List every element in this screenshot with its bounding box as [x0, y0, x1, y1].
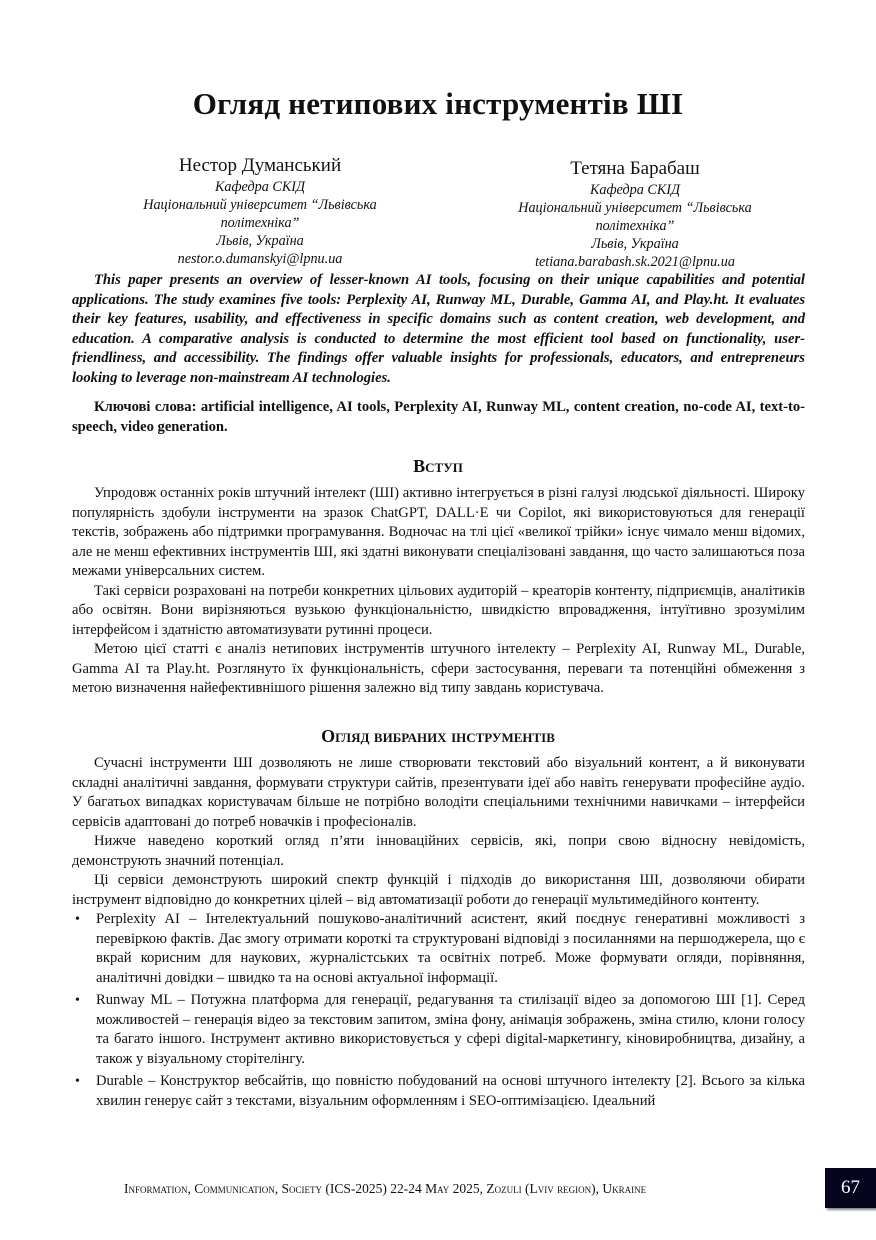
section-introduction-body — [72, 484, 805, 699]
paragraph: Метою цієї статті є аналіз нетипових інструментів штучного інтелекту – Perplexity AI, Runway ML, Durable, Gamma AI та Play.ht. Розглянуто їх функціональність, сфери застосування, переваги та потенційні обмеження з метою визначення найефективнішого рішення залежно від типу завдань користувача. — [72, 641, 805, 696]
author-location: Львів, Україна — [216, 233, 304, 249]
paragraph: Сучасні інструменти ШІ дозволяють не лише створювати текстовий або візуальний контент, а й виконувати складні аналітичні завдання, формувати структури сайтів, презентувати ідеї або навіть генерувати професійне аудіо. У багатьох випадках користувачам більше не потрібно володіти спеціальними технічними навичками – інтерфейси сервісів адаптовані до потреб новачків і професіоналів. — [72, 755, 805, 830]
list-item — [72, 991, 805, 1069]
paragraph: Ці сервіси демонструють широкий спектр функцій і підходів до використання ШІ, дозволяючи обирати інструмент відповідно до конкретних цілей – від автоматизації роботи до генерації мультимедійного контенту. — [72, 872, 805, 908]
abstract: This paper presents an overview of lesser-known AI tools, focusing on their unique capabilities and potential applications. The study examines five tools: Perplexity AI, Runway ML, Durable, Gamma AI, and Play.ht. It evaluates their key features, usability, and effectiveness in specific domains such as content creation, web development, and education. A comparative analysis is conducted to determine the most efficient tool based on functionality, user-friendliness, and accessibility. The findings offer valuable insights for professionals, educators, and entrepreneurs looking to leverage non-mainstream AI technologies. — [72, 272, 805, 386]
keywords-label: Ключові слова: — [94, 399, 197, 415]
list-item — [72, 910, 805, 988]
keywords — [72, 398, 805, 437]
list-item-text: Runway ML – Потужна платформа для генерації, редагування та стилізації відео за допомогою ШІ [1]. Серед можливостей – генерація відео за текстовим запитом, зміна фону, анімація зображень, зміна стилю, клони голосу та багато іншого. Інструмент активно використовується у сфері digital-маркетингу, кіновиробництва, дизайну, а також у візуальному сторітелінгу. — [96, 992, 805, 1067]
author-university: Національний університет “Львівська — [143, 197, 377, 213]
author-block — [90, 154, 430, 268]
paragraph: Упродовж останніх років штучний інтелект (ШІ) активно інтегрується в різні галузі людської діяльності. Широку популярність здобули інструменти на зразок ChatGPT, DALL·E чи Copilot, які використовуються для генерації текстів, зображень або підтримки програмування. Водночас на тлі цієї «великої трійки» існує чимало менш відомих, але не менш ефективних інструментів ШІ, які здатні виконувати спеціалізовані завдання, що часто залишаються поза межами універсальних систем. — [72, 485, 805, 579]
tools-list — [72, 910, 805, 1111]
paragraph: Нижче наведено короткий огляд п’яти інноваційних сервісів, які, попри свою відносну невідомість, демонструють значний потенціал. — [72, 833, 805, 869]
bullet-icon: • — [75, 1074, 80, 1089]
author-university-cont: політехніка” — [220, 215, 300, 231]
author-location: Львів, Україна — [591, 236, 679, 252]
author-name: Тетяна Барабаш — [570, 158, 700, 179]
section-heading-tools-overview: Огляд вибраних інструментів — [321, 726, 555, 746]
author-university-cont: політехніка” — [595, 218, 675, 234]
list-item — [72, 1072, 805, 1111]
list-item-text: Durable – Конструктор вебсайтів, що повністю побудований на основі штучного інтелекту [2]. Всього за кілька хвилин генерує сайт з текстами, візуальним оформленням і SEO-оптимізацією. Ідеальний — [96, 1073, 805, 1109]
bullet-icon: • — [75, 912, 80, 927]
paper-title: Огляд нетипових інструментів ШІ — [192, 86, 684, 121]
author-department: Кафедра СКІД — [214, 179, 306, 195]
conference-footer: Information, Communication, Society (ICS-2025) 22-24 May 2025, Zozuli (Lviv region), Ukraine — [124, 1181, 647, 1196]
bullet-icon: • — [75, 993, 80, 1008]
page-number-badge: 67 — [825, 1168, 876, 1208]
paragraph: Такі сервіси розраховані на потреби конкретних цільових аудиторій – креаторів контенту, підприємців, аналітиків або освітян. Вони вирізняються вузькою функціональністю, швидкістю впровадження, інтуїтивно зрозумілим інтерфейсом і здатністю автоматизувати рутинні процеси. — [72, 582, 805, 638]
author-university: Національний університет “Львівська — [518, 200, 752, 216]
author-email[interactable]: nestor.o.dumanskyi@lpnu.ua — [177, 251, 343, 267]
author-email[interactable]: tetiana.barabash.sk.2021@lpnu.ua — [535, 254, 735, 270]
section-tools-overview-body — [72, 754, 805, 1114]
keywords-list: artificial intelligence, AI tools, Perplexity AI, Runway ML, content creation, no-code AI, text-to-speech, video generation. — [72, 399, 805, 435]
author-name: Нестор Думанський — [178, 155, 342, 176]
author-department: Кафедра СКІД — [589, 182, 681, 198]
author-block — [460, 157, 810, 271]
list-item-text: Perplexity AI – Інтелектуальний пошуково-аналітичний асистент, який поєднує генеративні можливості з перевіркою фактів. Дає змогу отримати короткі та структуровані відповіді з посиланнями на першоджерела, що є вкрай корисним для наукових, журналістських та освітніх потреб. Може формувати огляди, порівняння, аналітичні довідки – швидко та на основі актуальної інформації. — [96, 911, 805, 986]
section-heading-introduction: Вступ — [413, 456, 463, 476]
